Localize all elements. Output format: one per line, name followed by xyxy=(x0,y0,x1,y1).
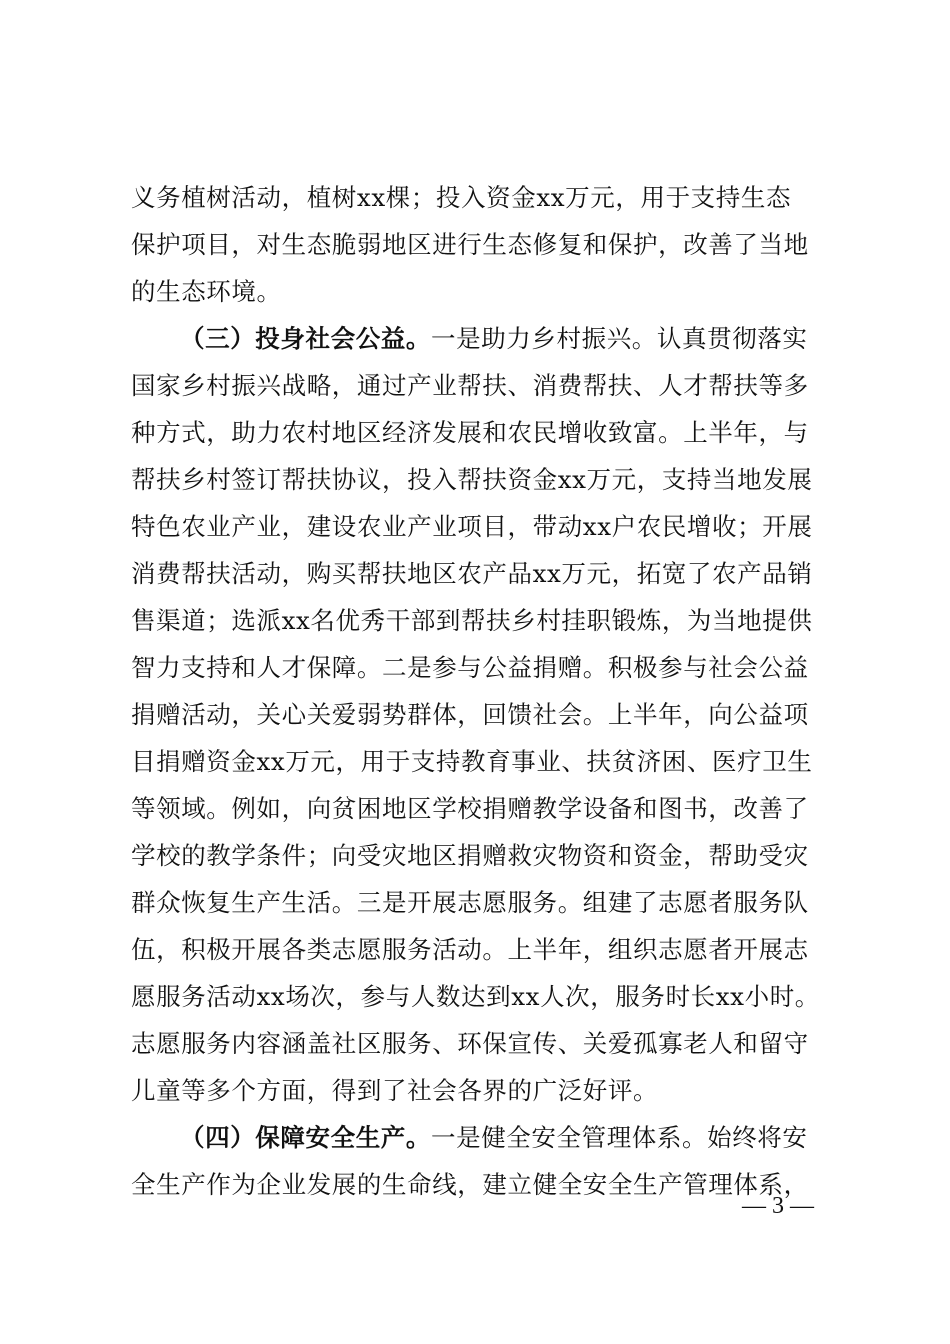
page-number: — 3 — xyxy=(742,1193,814,1219)
text-line-8: 特色农业产业，建设农业产业项目，带动xx户农民增收；开展 xyxy=(131,512,813,541)
section-3-heading: （三）投身社会公益。 xyxy=(180,324,431,353)
section-3-paragraph-start xyxy=(180,323,808,355)
section-4-first-text: 一是健全安全管理体系。始终将安 xyxy=(431,1123,808,1152)
text-line-23: 全生产作为企业发展的生命线，建立健全安全生产管理体系， xyxy=(131,1170,809,1199)
text-line-17: 伍，积极开展各类志愿服务活动。上半年，组织志愿者开展志 xyxy=(131,935,809,964)
section-3-first-text: 一是助力乡村振兴。认真贯彻落实 xyxy=(431,324,808,353)
text-line-3: 的生态环境。 xyxy=(131,277,282,306)
text-line-2: 保护项目，对生态脆弱地区进行生态修复和保护，改善了当地 xyxy=(131,230,809,259)
text-line-18: 愿服务活动xx场次，参与人数达到xx人次，服务时长xx小时。 xyxy=(131,982,820,1011)
text-line-20: 儿童等多个方面，得到了社会各界的广泛好评。 xyxy=(131,1076,659,1105)
text-line-10: 售渠道；选派xx名优秀干部到帮扶乡村挂职锻炼，为当地提供 xyxy=(131,606,813,635)
section-4-paragraph-start xyxy=(180,1122,808,1154)
text-line-11: 智力支持和人才保障。二是参与公益捐赠。积极参与社会公益 xyxy=(131,653,809,682)
text-line-19: 志愿服务内容涵盖社区服务、环保宣传、关爱孤寡老人和留守 xyxy=(131,1029,809,1058)
text-line-5: 国家乡村振兴战略，通过产业帮扶、消费帮扶、人才帮扶等多 xyxy=(131,371,809,400)
text-line-1: 义务植树活动，植树xx棵；投入资金xx万元，用于支持生态 xyxy=(131,183,792,212)
text-line-6: 种方式，助力农村地区经济发展和农民增收致富。上半年，与 xyxy=(131,418,809,447)
section-4-heading: （四）保障安全生产。 xyxy=(180,1123,431,1152)
text-line-14: 等领域。例如，向贫困地区学校捐赠教学设备和图书，改善了 xyxy=(131,794,809,823)
text-line-9: 消费帮扶活动，购买帮扶地区农产品xx万元，拓宽了农产品销 xyxy=(131,559,813,588)
text-line-7: 帮扶乡村签订帮扶协议，投入帮扶资金xx万元，支持当地发展 xyxy=(131,465,813,494)
text-line-13: 目捐赠资金xx万元，用于支持教育事业、扶贫济困、医疗卫生 xyxy=(131,747,813,776)
text-line-15: 学校的教学条件；向受灾地区捐赠救灾物资和资金，帮助受灾 xyxy=(131,841,809,870)
text-line-16: 群众恢复生产生活。三是开展志愿服务。组建了志愿者服务队 xyxy=(131,888,809,917)
text-line-12: 捐赠活动，关心关爱弱势群体，回馈社会。上半年，向公益项 xyxy=(131,700,809,729)
